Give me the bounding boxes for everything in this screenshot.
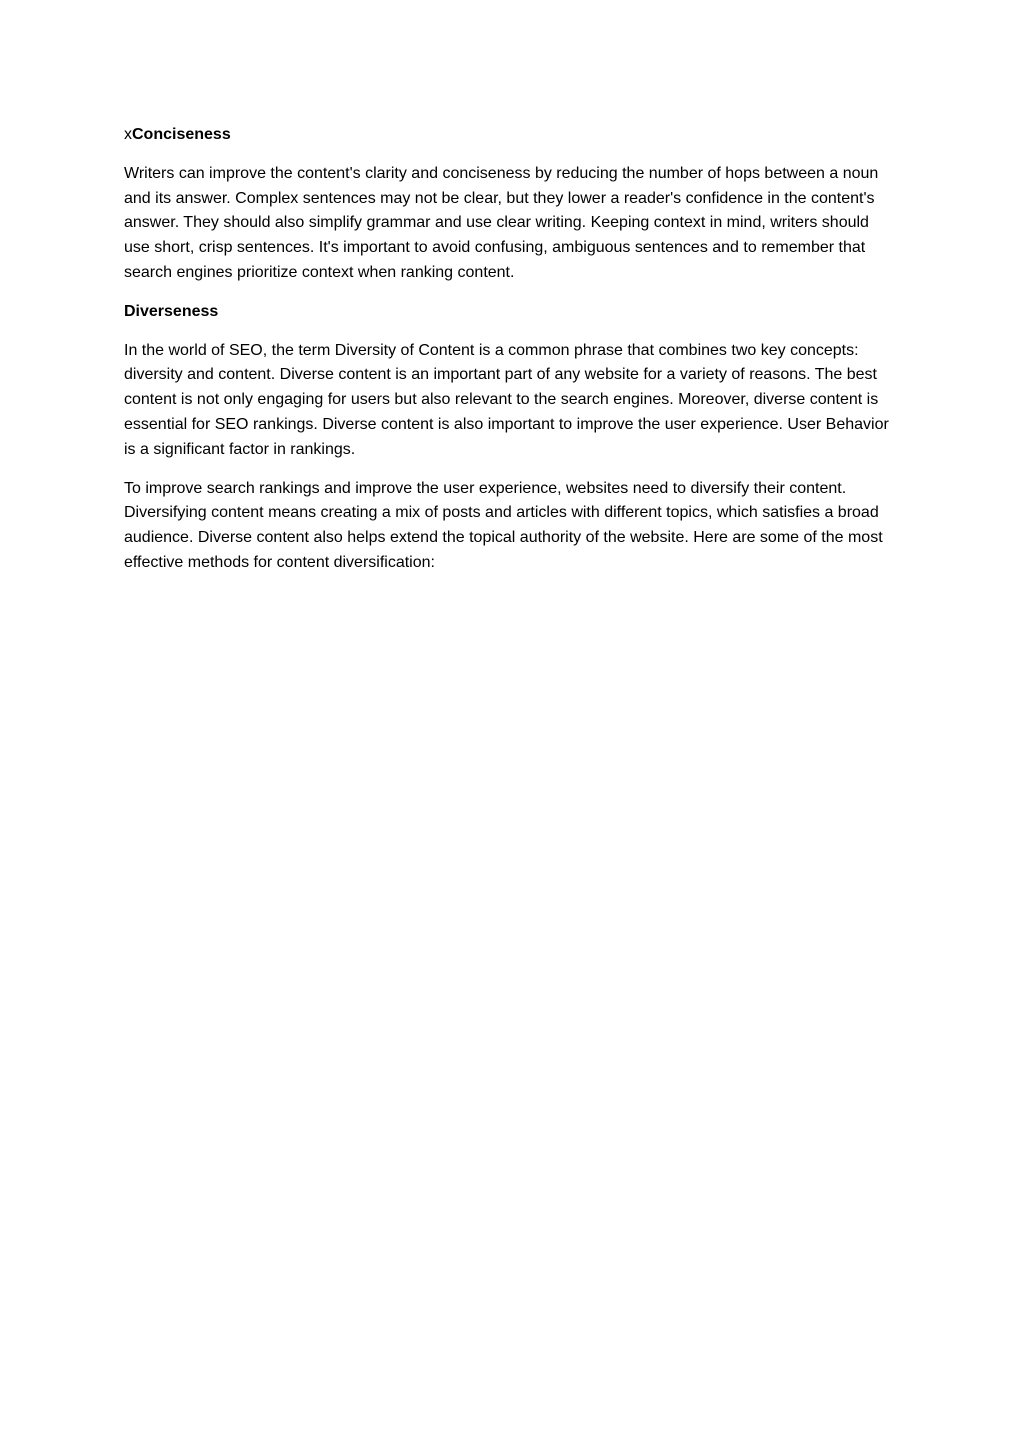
paragraph-conciseness: Writers can improve the content's clarity and conciseness by reducing the number of hops between a noun and its answer. Complex sentences may not be clear, but they lower a reader's confidence in the content's answer. They should also simplify grammar and use clear writing. Keeping context in mind, writers should use short, crisp sentences. It's important to avoid confusing, ambiguous sentences and to remember that search engines prioritize context when ranking content. [124, 164, 879, 281]
paragraph-diversity-intro: In the world of SEO, the term Diversity of Content is a common phrase that combines two key concepts: diversity and content. Diverse content is an important part of any website for a variety of reasons. The best content is not only engaging for users but also relevant to the search engines. Moreover, diverse content is essential for SEO rankings. Diverse content is also important to improve the user experience. User Behavior is a significant factor in rankings. [124, 341, 889, 458]
heading-prefix: x [124, 126, 132, 143]
paragraph-diversification-methods: To improve search rankings and improve the user experience, websites need to diversify their content. Diversifying content means creating a mix of posts and articles with different topics, which satisfies a broad audience. Diverse content also helps extend the topical authority of the website. Here are some of the most effective methods for content diversification: [124, 479, 883, 571]
section-heading-conciseness [124, 123, 896, 148]
heading-text: Conciseness [132, 126, 231, 143]
section-heading-diverseness: Diverseness [124, 302, 219, 320]
document-body [124, 123, 896, 590]
